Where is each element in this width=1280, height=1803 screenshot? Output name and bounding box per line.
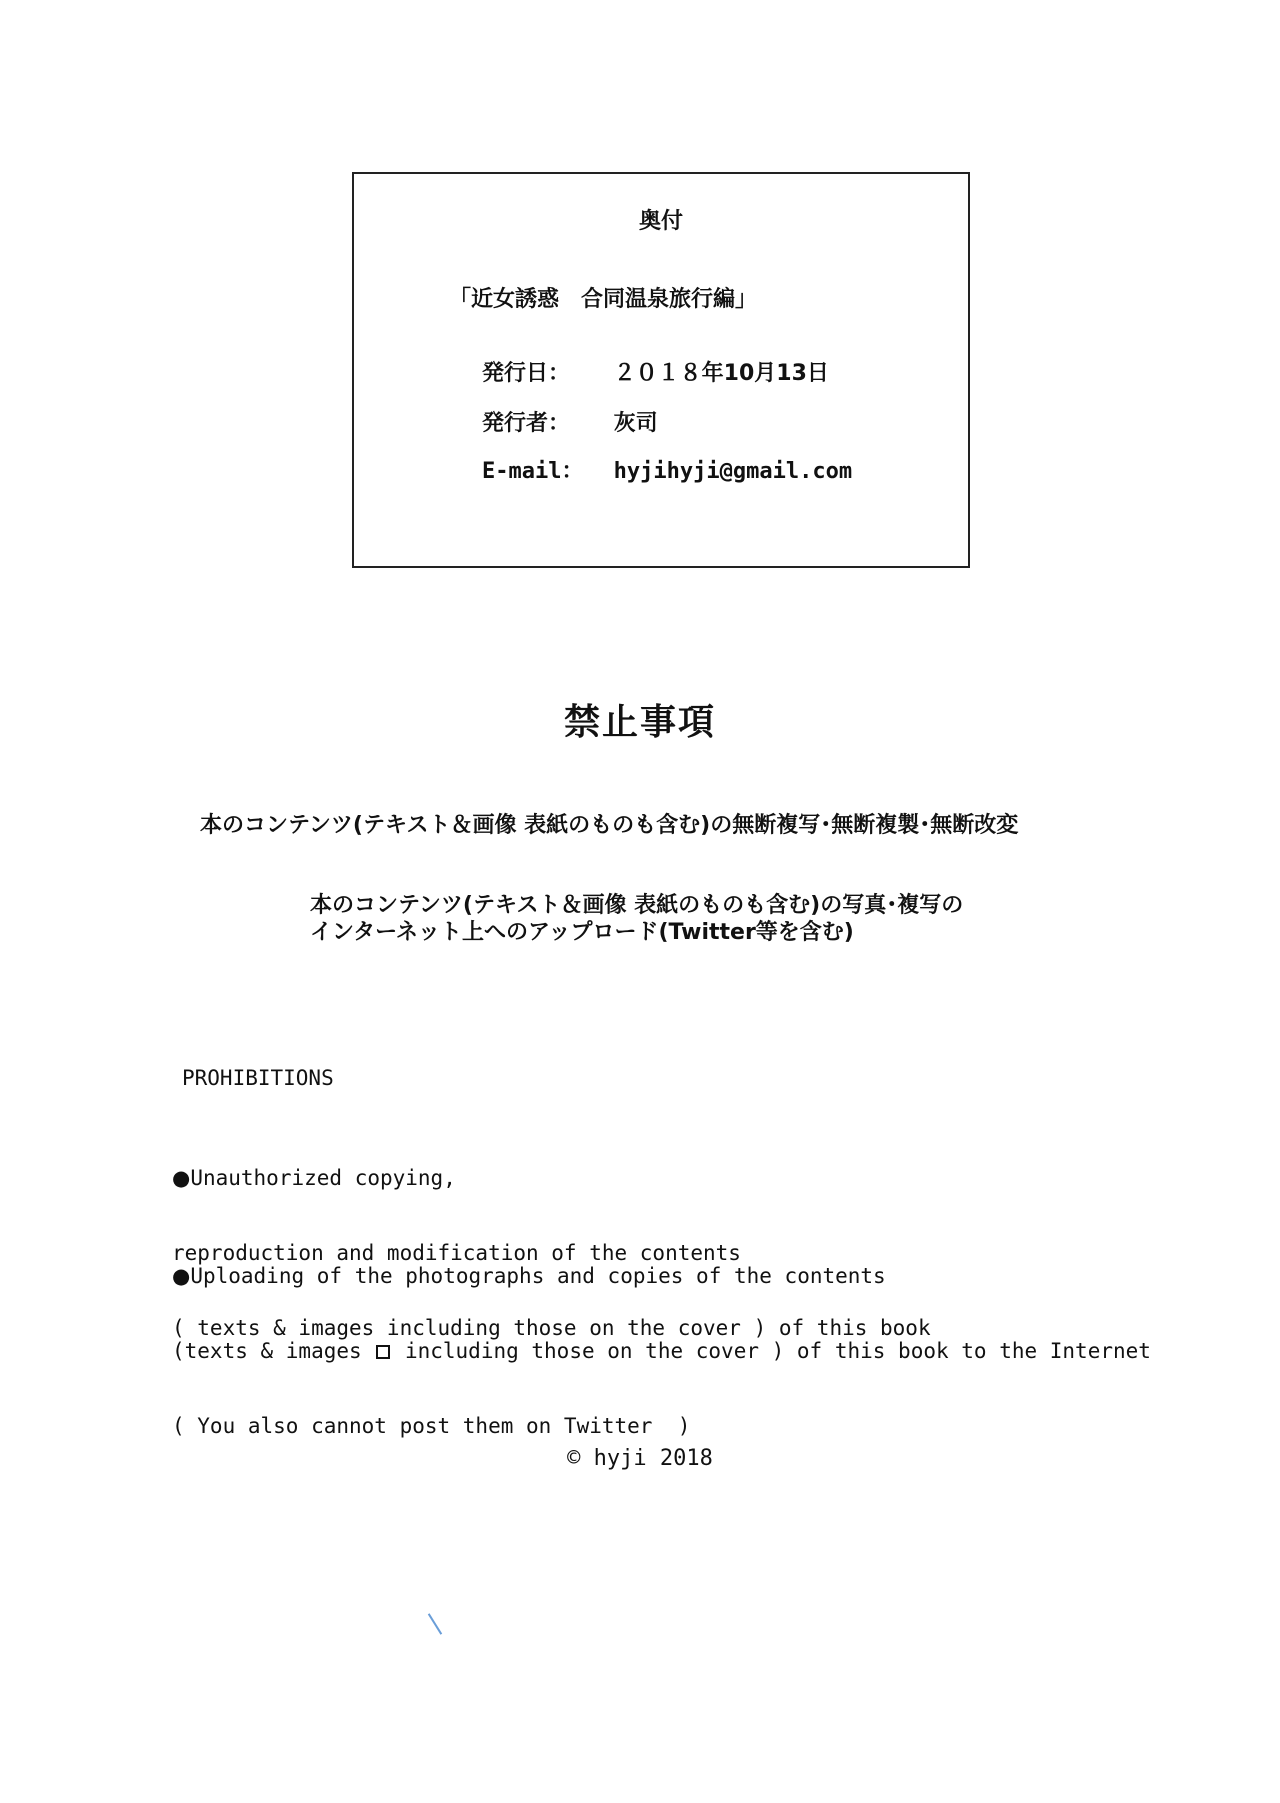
prohibition-en-item-2-text-2a: (texts & images [172,1339,362,1363]
colophon-box [352,172,970,568]
stray-pen-mark [428,1613,442,1634]
email-value: hyjihyji@gmail.com [613,459,853,484]
publisher-label: 発行者： [482,411,571,436]
prohibition-en-item-2-text-1: Uploading of the photographs and copies of the contents [190,1264,886,1288]
prohibition-en-item-1-line-2: reproduction and modification of the contents [172,1241,741,1265]
prohibition-en-item-2 [172,1214,1151,1464]
prohibition-en-item-1-line-3: ( texts & images including those on the cover ) of this book [172,1316,931,1340]
prohibitions-heading-jp: 禁止事項 [563,702,716,743]
prohibition-en-item-2-line-3: ( You also cannot post them on Twitter ) [172,1414,691,1438]
prohibition-en-item-2-text-2b: including those on the cover ) of this book to the Internet [404,1339,1151,1363]
prohibition-en-item-1-text-1: Unauthorized copying, [190,1166,456,1190]
colophon-heading: 奥付 [638,209,683,234]
publish-date-row [482,356,829,387]
publisher-value: 灰司 [613,411,658,436]
publish-date-value: ２０１８年10月13日 [613,361,829,386]
prohibition-jp-item-2-line-2: インターネット上へのアップロード(Twitter等を含む) [310,920,854,945]
bullet-icon: ● [172,1166,191,1190]
publisher-row [482,406,658,437]
copyright-notice: © hyji 2018 [567,1446,713,1471]
publish-date-label: 発行日： [482,361,571,386]
prohibition-en-item-1-line-1 [172,1166,931,1191]
email-row [482,454,852,485]
prohibition-jp-item-2-line-1: 本のコンテンツ(テキスト＆画像 表紙のものも含む)の写真･複写の [310,893,964,918]
email-label: E-mail： [482,459,584,484]
prohibition-en-item-2-line-1 [172,1264,1151,1289]
prohibitions-heading-en: PROHIBITIONS [182,1066,334,1090]
prohibition-jp-item-1: 本のコンテンツ(テキスト＆画像 表紙のものも含む)の無断複写･無断複製･無断改変 [200,813,1019,838]
bullet-icon: ● [172,1264,191,1288]
missing-glyph-box-icon [376,1345,390,1359]
prohibition-en-item-2-line-2 [172,1339,1151,1364]
book-title: 「近女誘惑 合同温泉旅行編」 [449,287,758,312]
